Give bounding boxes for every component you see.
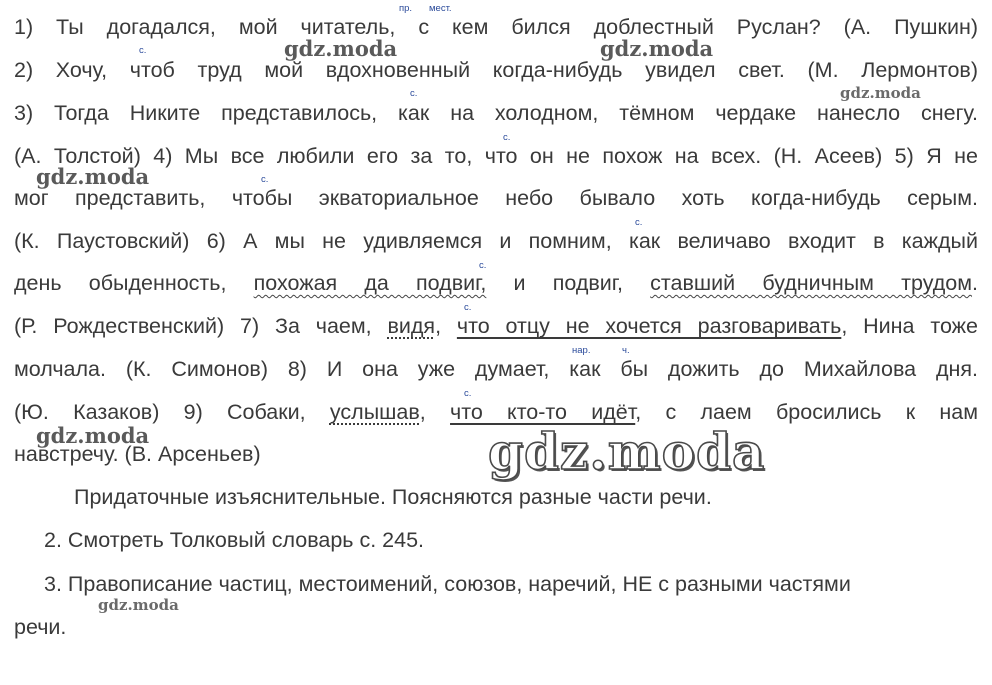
annotation-s: с. <box>479 260 487 271</box>
wavy-underlined-phrase-1: похожая да подвиг, <box>253 271 487 295</box>
item-2-paragraph: 2. Смотреть Толковый словарь с. 245. <box>44 528 425 552</box>
line-8-post: , Нина тоже <box>841 314 978 338</box>
item-3-paragraph-line-1: 3. Правописание частиц, местоимений, союзов, наречий, НЕ с разными частями <box>44 572 851 596</box>
watermark-logo: gdz.moda <box>284 36 398 61</box>
text-line-3: 3) Тогда Никите представилось, как на холодном, тёмном чердаке нанесло снегу. <box>14 101 978 125</box>
item-3-paragraph-line-2: речи. <box>14 615 67 639</box>
line-7-mid: и подвиг, <box>486 271 651 295</box>
dotted-underlined-gerund: видя <box>387 314 436 338</box>
annotation-pr: пр. <box>399 3 413 14</box>
line-10-post: , с лаем бросились к нам <box>635 400 978 424</box>
watermark-logo-large: gdz.moda <box>488 422 766 481</box>
text-line-2: 2) Хочу, чтоб труд мой вдохновенный когда-нибудь увидел свет. (М. Лермонтов) <box>14 58 978 82</box>
annotation-s: с. <box>464 302 472 313</box>
text-line-1: 1) Ты догадался, мой читатель, с кем бился доблестный Руслан? (А. Пушкин) <box>14 15 978 39</box>
annotation-s: с. <box>410 88 418 99</box>
annotation-s: с. <box>139 45 147 56</box>
watermark-logo: gdz.moda <box>600 36 714 61</box>
underlined-clause: что кто-то идёт <box>450 400 636 424</box>
underlined-clause: что отцу не хочется разговаривать <box>456 314 842 338</box>
text-line-5: мог представить, чтобы экваториальное небо бывало хоть когда-нибудь серым. <box>14 186 978 210</box>
text-line-11: навстречу. (В. Арсеньев) <box>14 442 261 466</box>
text-line-7 <box>14 270 978 296</box>
watermark-logo: gdz.moda <box>36 423 150 448</box>
line-10-sep: , <box>419 400 451 424</box>
line-8-sep: , <box>435 314 457 338</box>
wavy-underlined-phrase-2: ставший будничным трудом <box>650 271 973 295</box>
annotation-s: с. <box>464 388 472 399</box>
annotation-s: с. <box>503 132 511 143</box>
annotation-s: с. <box>261 174 269 185</box>
text-line-4: (А. Толстой) 4) Мы все любили его за то, что он не похож на всех. (Н. Асеев) 5) Я не <box>14 144 978 168</box>
watermark-logo: gdz.moda <box>98 596 179 614</box>
line-10-pre: (Ю. Казаков) 9) Собаки, <box>14 400 330 424</box>
text-line-6: (К. Паустовский) 6) А мы не удивляемся и помним, как величаво входит в каждый <box>14 229 978 253</box>
text-line-9: молчала. (К. Симонов) 8) И она уже думает, как бы дожить до Михайлова дня. <box>14 357 978 381</box>
watermark-logo: gdz.moda <box>36 164 150 189</box>
dotted-underlined-gerund: услышав <box>329 400 420 424</box>
annotation-ch: ч. <box>622 345 630 356</box>
annotation-nar: нар. <box>572 345 591 356</box>
watermark-logo: gdz.moda <box>840 84 921 102</box>
annotation-mest: мест. <box>429 3 452 14</box>
line-8-pre: (Р. Рождественский) 7) За чаем, <box>14 314 388 338</box>
annotation-s: с. <box>635 217 643 228</box>
text-line-8 <box>14 313 978 339</box>
line-7-post: . <box>972 271 978 295</box>
answer-paragraph: Придаточные изъяснительные. Поясняются разные части речи. <box>74 485 712 509</box>
line-7-pre: день обыденность, <box>14 271 254 295</box>
